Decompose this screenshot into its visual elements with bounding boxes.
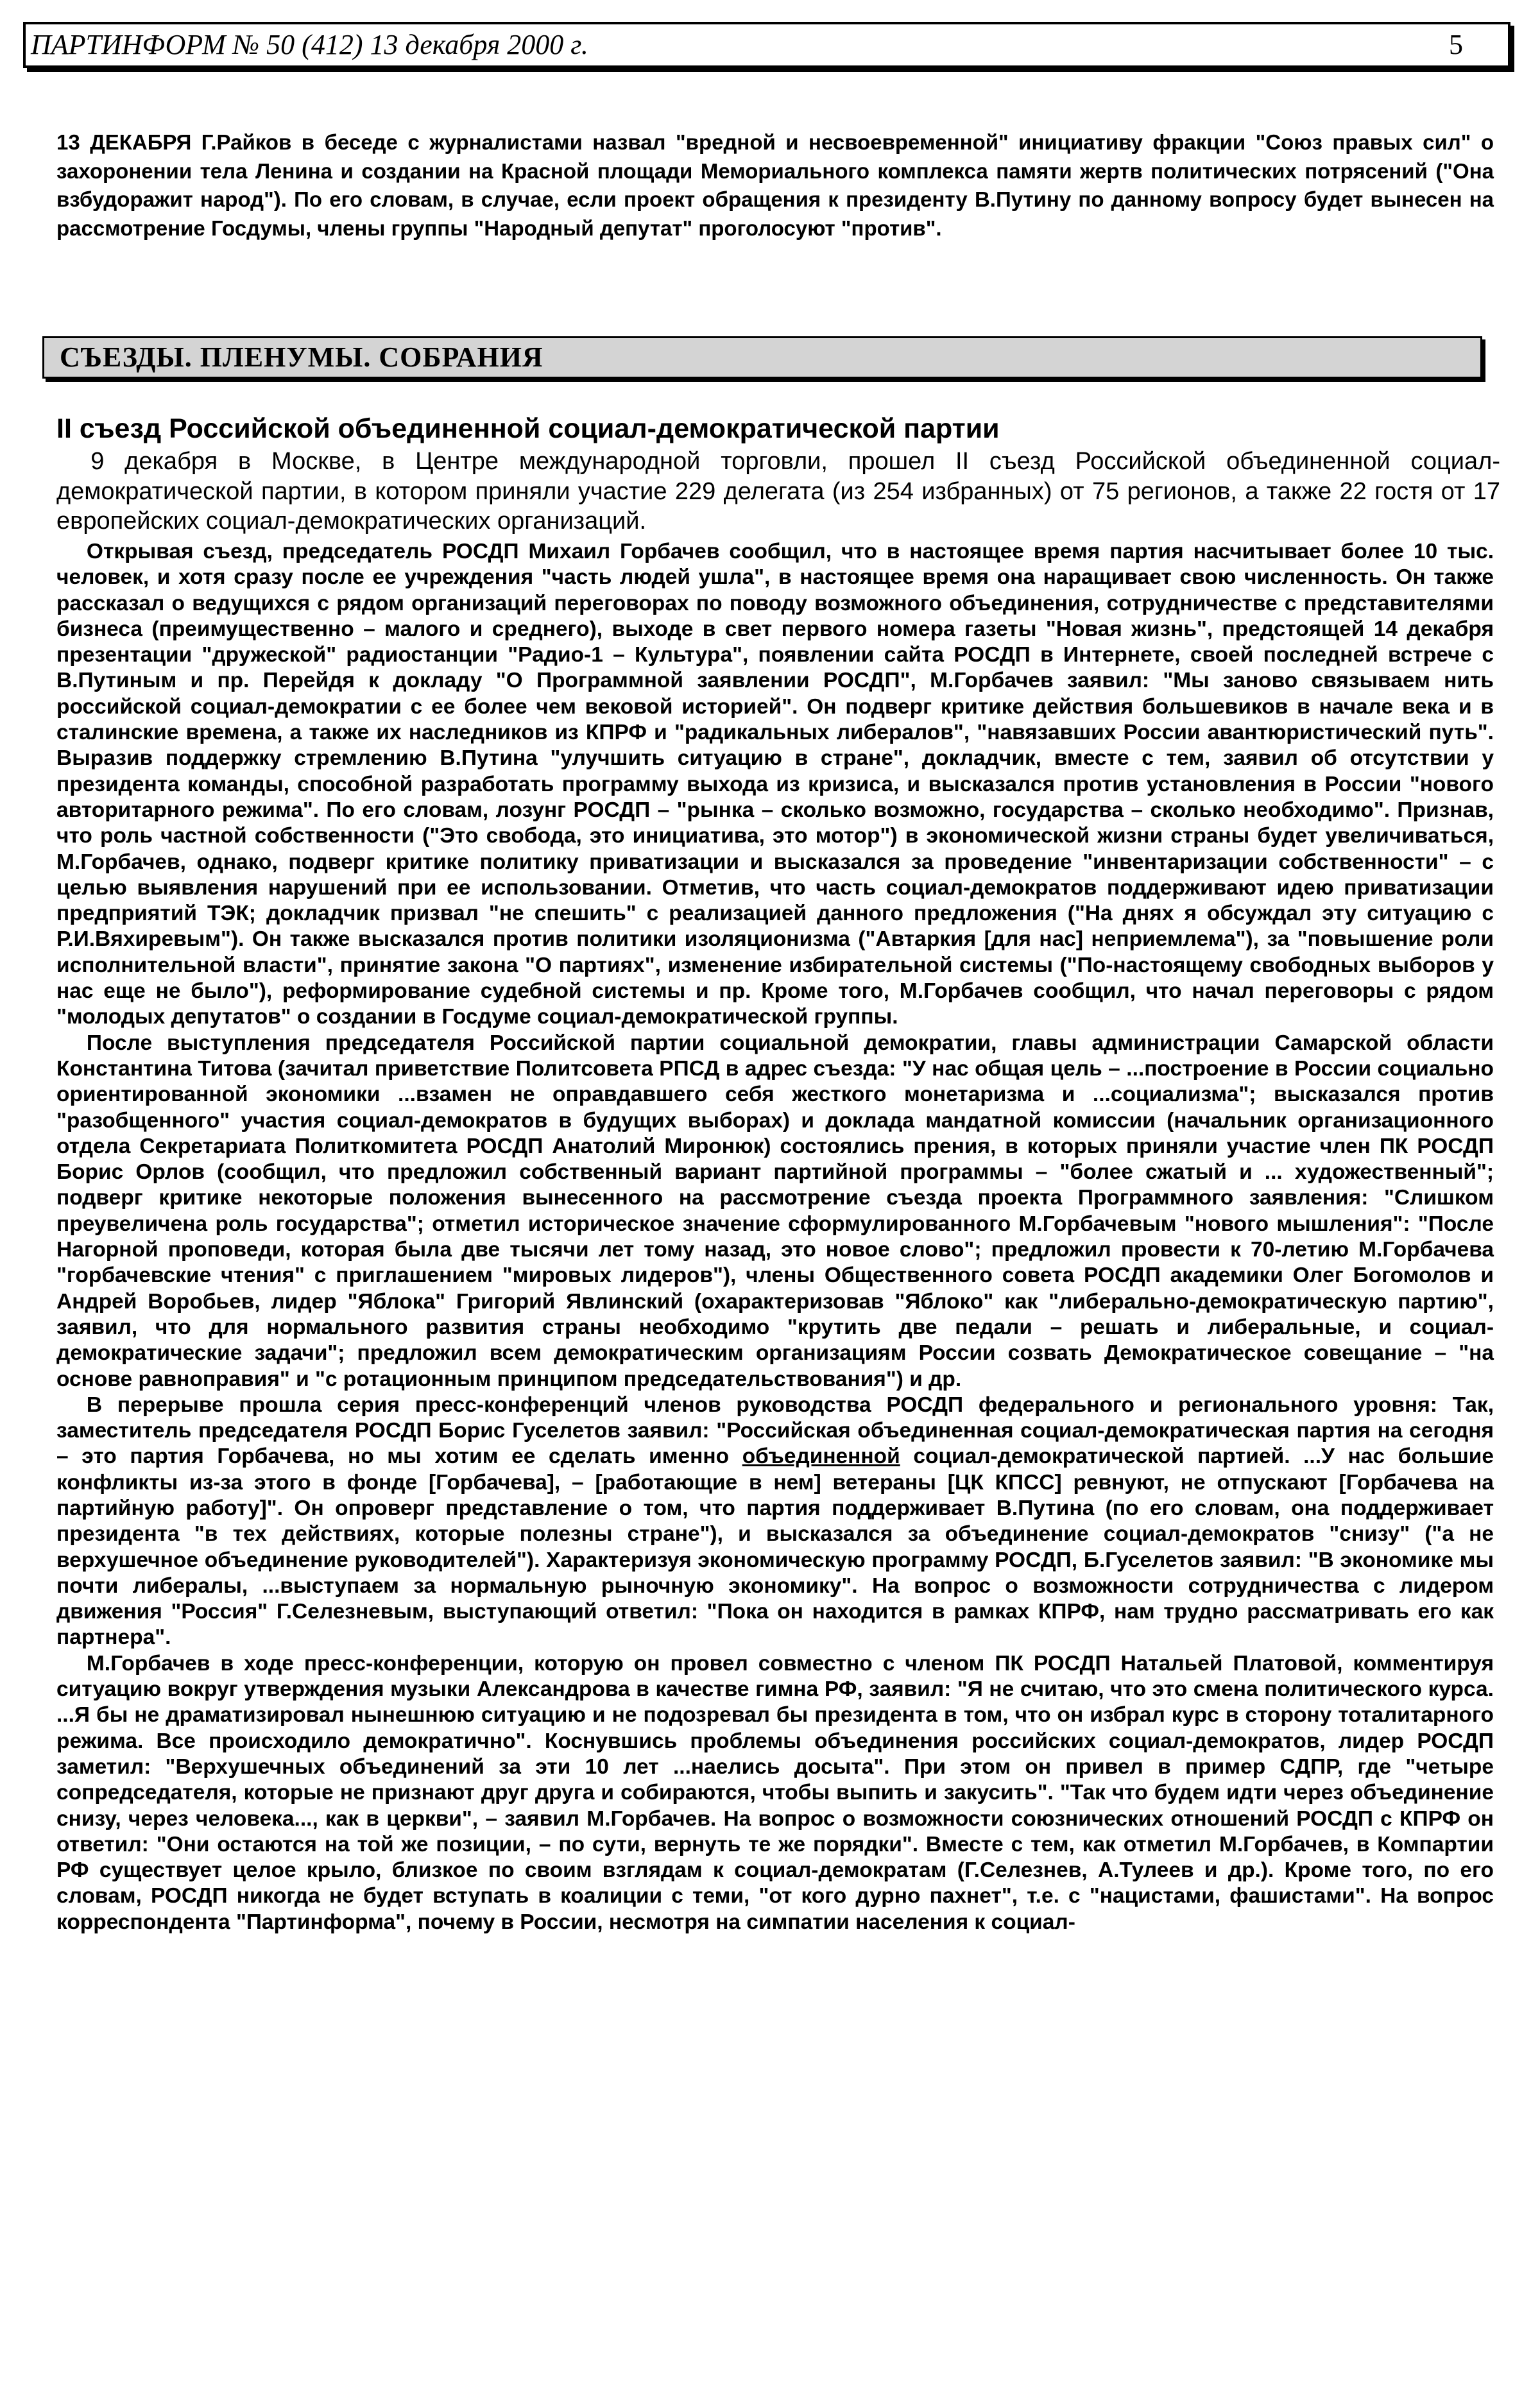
paragraph-3-rest: социал-демократической партией. ...У нас большие конфликты из-за этого в фонде [Горбачева], – [работающие в нем] ветераны [ЦК КПСС] ревнуют, не отпускают [Горбачева на партийную работу]". Он опроверг представление о том, что партия поддерживает В.Путина (по его словам, она поддерживает президента "в тех действиях, которые полезны стране"), и высказался за объединение социал-демократов "снизу" ("а не верхушечное объединение руководителей"). Характеризуя экономическую программу РОСДП, Б.Гуселетов заявил: "В экономике мы почти либералы, ...выступаем за нормальную рыночную экономику". На вопрос о возможности сотрудничества с лидером движения "Россия" Г.Селезневым, выступающий ответил: "Пока он находится в рамках КПРФ, нам трудно рассматривать его как партнера". — [56, 1444, 1494, 1650]
article-intro: 9 декабря в Москве, в Центре международной торговли, прошел II съезд Российской объединенной социал-демократической партии, в котором приняли участие 229 делегата (из 254 избранных) от 75 регионов, а также 22 гостя от 17 европейских социал-демократических организаций. — [56, 448, 1500, 535]
article-paragraph-2: После выступления председателя Российской партии социальной демократии, главы администрации Самарской области Константина Титова (зачитал приветствие Политсовета РПСД в адрес съезда: "У нас общая цель – ...построение в России социально ориентированной экономики ...взамен не оправдавшего себя жесткого монетаризма и ...социализма"; высказался против "разобщенного" участия социал-демократов в будущих выборах) и доклада мандатной комиссии (начальник организационного отдела Секретариата Политкомитета РОСДП Анатолий Миронюк) состоялись прения, в которых приняли участие член ПК РОСДП Борис Орлов (сообщил, что предложил собственный вариант партийной программы – "более сжатый и ... художественный"; подверг критике некоторые положения вынесенного на рассмотрение съезда проекта Программного заявления: "Слишком преувеличена роль государства"; отметил историческое значение сформулированного М.Горбачевым "нового мышления": "После Нагорной проповеди, которая была две тысячи лет тому назад, это новое слово"; предложил провести к 70-летию М.Горбачева "горбачевские чтения" с приглашением "мировых лидеров"), члены Общественного совета РОСДП академики Олег Богомолов и Андрей Воробьев, лидер "Яблока" Григорий Явлинский (охарактеризовав "Яблоко" как "либерально-демократическую партию", заявил, что для нормального развития страны необходимо "крутить две педали – решать и либеральные, и социал-демократические задачи"; предложил всем демократическим организациям России созвать Демократическое совещание – "на основе равноправия" и "с ротационным принципом председательствования") и др. — [56, 1031, 1494, 1391]
underlined-word: объединенной — [742, 1444, 900, 1469]
page-number: 5 — [1449, 29, 1463, 60]
section-heading-bar — [42, 336, 1482, 379]
article-body — [56, 539, 1494, 1935]
article-paragraph-4: М.Горбачев в ходе пресс-конференции, которую он провел совместно с членом ПК РОСДП Натальей Платовой, комментируя ситуацию вокруг утверждения музыки Александрова в качестве гимна РФ, заявил: "Я не считаю, что это смена политического курса. ...Я бы не драматизировал нынешнюю ситуацию и не подозревал бы президента в том, что он избрал курс в сторону тоталитарного режима. Все происходило демократично". Коснувшись проблемы объединения российских социал-демократов, лидер РОСДП заметил: "Верхушечных объединений за эти 10 лет ...наелись досыта". При этом он привел в пример СДПР, где "четыре сопредседателя, которые не признают друг друга и собираются, чтобы выпить и закусить". "Так что будем идти через объединение снизу, через человека..., как в церкви", – заявил М.Горбачев. На вопрос о возможности союзнических отношений РОСДП с КПРФ он ответил: "Они остаются на той же позиции, – по сути, вернуть те же порядки". Вместе с тем, как отметил М.Горбачев, в Компартии РФ существует целое крыло, близкое по своим взглядам к социал-демократам (Г.Селезнев, А.Тулеев и др.). Кроме того, по его словам, РОСДП никогда не будет вступать в коалиции с теми, "от кого дурно пахнет", т.е. с "нацистами, фашистами". На вопрос корреспондента "Партинформа", почему в России, несмотря на симпатии населения к социал- — [56, 1651, 1494, 1934]
page-header — [23, 22, 1510, 68]
article-paragraph-1: Открывая съезд, председатель РОСДП Михаил Горбачев сообщил, что в настоящее время партия насчитывает более 10 тыс. человек, и хотя сразу после ее учреждения "часть людей ушла", в настоящее время она наращивает свою численность. Он также рассказал о ведущихся с рядом организаций переговорах по поводу возможного объединения, сотрудничестве с представителями бизнеса (преимущественно – малого и среднего), выходе в свет первого номера газеты "Новая жизнь", предстоящей 14 декабря презентации "дружеской" радиостанции "Радио-1 – Культура", появлении сайта РОСДП в Интернете, своей последней встрече с В.Путиным и пр. Перейдя к докладу "О Программной заявлении РОСДП", М.Горбачев заявил: "Мы заново связываем нить российской социал-демократии с ее более чем вековой историей". Он подверг критике действия большевиков в начале века и в сталинские времена, а также их наследников из КПРФ и "радикальных либералов", "навязавших России авантюристический путь". Выразив поддержку стремлению В.Путина "улучшить ситуацию в стране", докладчик, вместе с тем, заявил об отсутствии у президента команды, способной разработать программу выхода из кризиса, и высказался против установления в России "нового авторитарного режима". По его словам, лозунг РОСДП – "рынка – сколько возможно, государства – сколько необходимо". Признав, что роль частной собственности ("Это свобода, это инициатива, это мотор") в экономической жизни страны будет увеличиваться, М.Горбачев, однако, подверг критике политику приватизации и высказался за проведение "инвентаризации собственности" – с целью выявления нарушений при ее использовании. Отметив, что часть социал-демократов поддерживают идею приватизации предприятий ТЭК; докладчик призвал "не спешить" с реализацией данного предложения ("На днях я обсуждал эту ситуацию с Р.И.Вяхиревым"). Он также высказался против политики изоляционизма ("Автаркия [для нас] неприемлема"), за "повышение роли исполнительной власти", принятие закона "О партиях", изменение избирательной системы ("По-настоящему свободных выборов у нас еще не было"), реформирование судебной системы и пр. Кроме того, М.Горбачев сообщил, что начал переговоры с рядом "молодых депутатов" о создании в Госдуме социал-демократической группы. — [56, 540, 1494, 1029]
section-title: СЪЕЗДЫ. ПЛЕНУМЫ. СОБРАНИЯ — [60, 341, 543, 373]
issue-title: ПАРТИНФОРМ № 50 (412) 13 декабря 2000 г. — [31, 29, 588, 60]
news-brief: 13 ДЕКАБРЯ Г.Райков в беседе с журналистами назвал "вредной и несвоевременной" инициативу фракции "Союз правых сил" о захоронении тела Ленина и создании на Красной площади Мемориального комплекса памяти жертв политических потрясений ("Она взбудоражит народ"). По его словам, в случае, если проект обращения к президенту В.Путину по данному вопросу будет вынесен на рассмотрение Госдумы, члены группы "Народный депутат" проголосуют "против". — [56, 130, 1494, 240]
article-paragraph-3 — [56, 1392, 1494, 1651]
paragraph-3-start: В перерыве прошла серия пресс-конференций членов руководства РОСДП федерального и регионального уровня: Так, заместитель председателя РОСДП Борис Гуселетов заявил: "Российская объединенная социал-демократическая партия на сегодня – это партия Горбачева, но мы хотим ее сделать именно — [56, 1392, 1494, 1469]
article-title: II съезд Российской объединенной социал-демократической партии — [56, 413, 1000, 444]
